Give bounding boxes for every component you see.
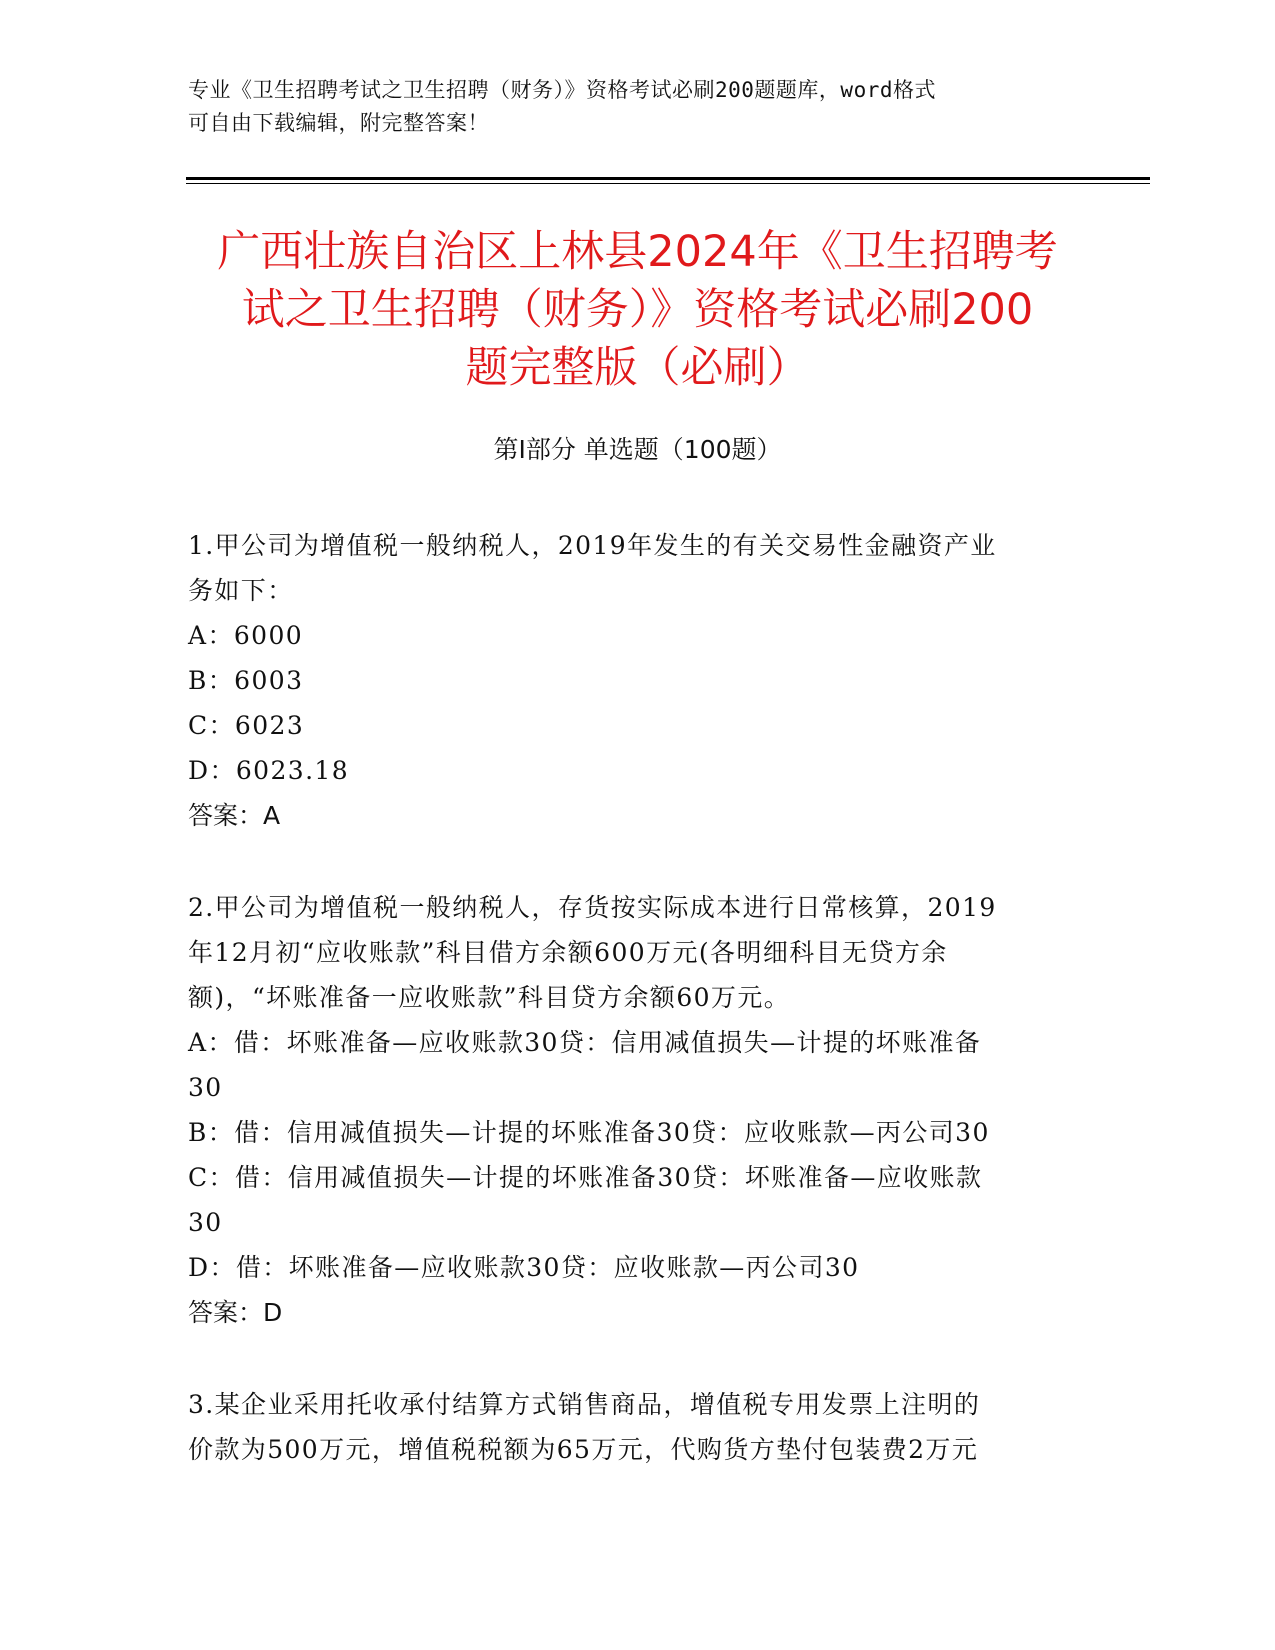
question-text-line: 3.某企业采用托收承付结算方式销售商品，增值税专用发票上注明的 xyxy=(188,1390,981,1419)
answer: 答案：D xyxy=(188,1298,283,1327)
question-list xyxy=(188,523,1068,1519)
option-a: A：6000 xyxy=(188,621,304,650)
option-d: D：借：坏账准备—应收账款30贷：应收账款—丙公司30 xyxy=(188,1253,860,1282)
header-note-line: 专业《卫生招聘考试之卫生招聘（财务）》资格考试必刷200题题库，word格式 xyxy=(188,78,936,102)
header-divider-thin xyxy=(186,183,1150,184)
question-text-line: 额)，“坏账准备一应收账款”科目贷方余额60万元。 xyxy=(188,983,791,1012)
option-a-continued: 30 xyxy=(188,1073,223,1102)
question-2 xyxy=(188,885,1068,1335)
question-text-line: 2.甲公司为增值税一般纳税人，存货按实际成本进行日常核算，2019 xyxy=(188,893,997,922)
question-3 xyxy=(188,1382,1068,1472)
question-text-line: 价款为500万元，增值税税额为65万元，代购货方垫付包装费2万元 xyxy=(188,1435,979,1464)
answer: 答案：A xyxy=(188,801,281,830)
option-a: A：借：坏账准备—应收账款30贷：信用减值损失—计提的坏账准备 xyxy=(188,1028,982,1057)
title-line: 广西壮族自治区上林县2024年《卫生招聘考 xyxy=(217,227,1058,277)
header-divider-thick xyxy=(186,177,1150,180)
option-d: D：6023.18 xyxy=(188,756,350,785)
option-c: C：借：信用减值损失—计提的坏账准备30贷：坏账准备—应收账款 xyxy=(188,1163,983,1192)
title-line: 试之卫生招聘（财务）》资格考试必刷200 xyxy=(241,285,1034,335)
section-heading: 第Ⅰ部分 单选题（100题） xyxy=(493,435,782,464)
option-b: B：借：信用减值损失—计提的坏账准备30贷：应收账款—丙公司30 xyxy=(188,1118,990,1147)
title-line: 题完整版（必刷） xyxy=(465,343,810,393)
document-title xyxy=(170,223,1105,397)
question-text-line: 务如下： xyxy=(188,576,294,605)
question-text-line: 1.甲公司为增值税一般纳税人，2019年发生的有关交易性金融资产业 xyxy=(188,531,997,560)
header-note xyxy=(188,74,1068,140)
question-text-line: 年12月初“应收账款”科目借方余额600万元(各明细科目无贷方余 xyxy=(188,938,948,967)
option-c: C：6023 xyxy=(188,711,305,740)
option-c-continued: 30 xyxy=(188,1208,223,1237)
option-b: B：6003 xyxy=(188,666,304,695)
header-note-line: 可自由下载编辑，附完整答案！ xyxy=(188,111,489,135)
question-1 xyxy=(188,523,1068,838)
